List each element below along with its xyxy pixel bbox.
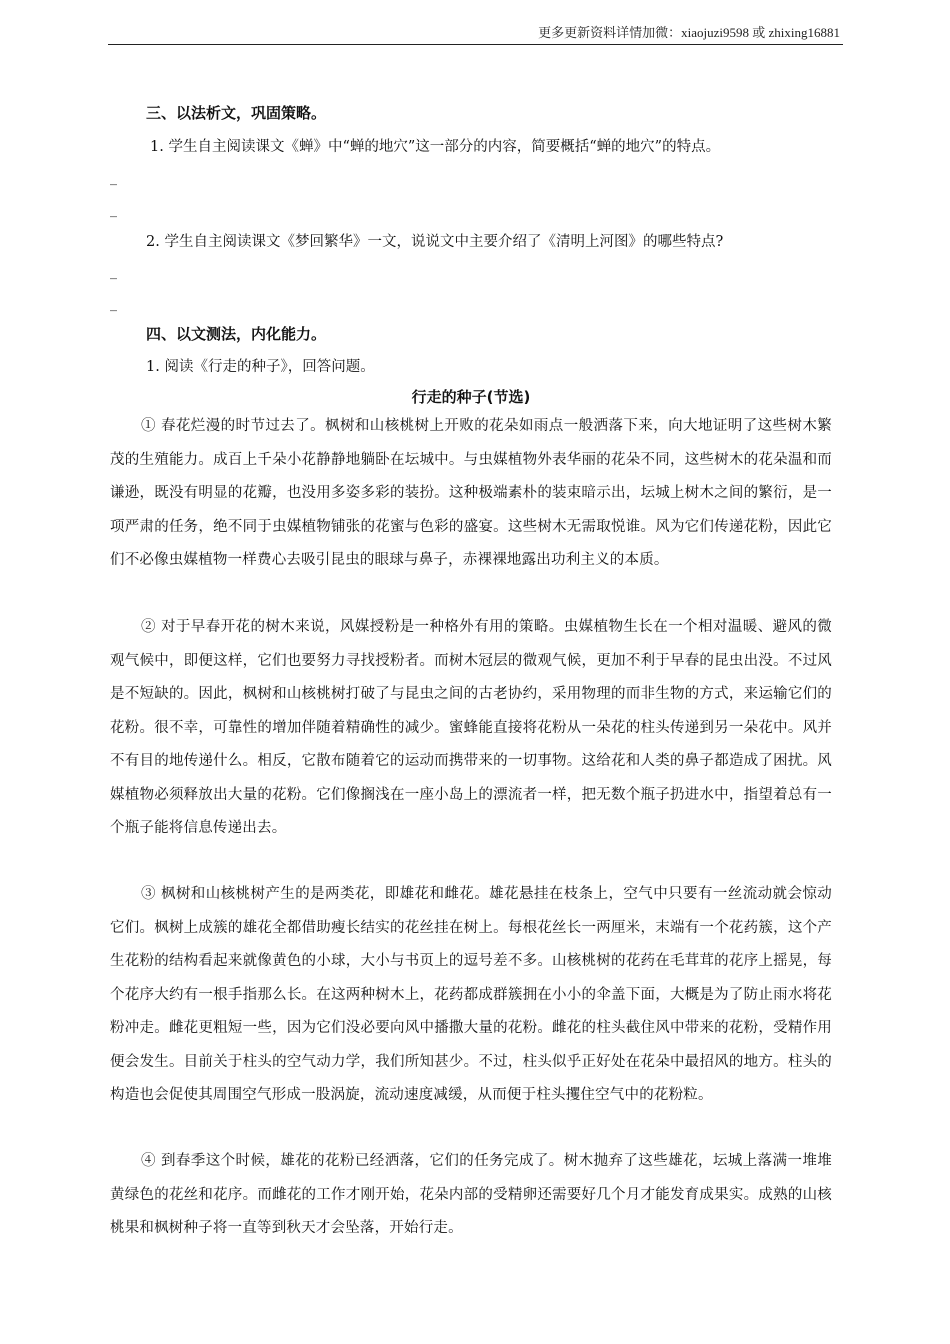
section-3-question-1: 1. 学生自主阅读课文《蝉》中“蝉的地穴”这一部分的内容，简要概括“蝉的地穴”的特点。 xyxy=(150,139,721,155)
answer-blank-2b: _ xyxy=(110,296,117,312)
article-title: 行走的种子(节选) xyxy=(411,388,531,406)
section-3-question-2: 2. 学生自主阅读课文《梦回繁华》一文，说说文中主要介绍了《清明上河图》的哪些特点? xyxy=(146,234,724,250)
answer-blank-1a: _ xyxy=(110,170,117,186)
answer-blank-2a: _ xyxy=(110,264,117,280)
article-paragraph-3: ③ 枫树和山核桃树产生的是两类花，即雄花和雌花。雄花悬挂在枝条上，空气中只要有一丝流动就会惊动它们。枫树上成簇的雄花全都借助瘦长结实的花丝挂在树上。每根花丝长一两厘米，末端有一个花药簇，这个产生花粉的结构看起来就像黄色的小球，大小与书页上的逗号差不多。山核桃树的花药在毛茸茸的花序上摇晃，每个花序大约有一根手指那么长。在这两种树木上，花药都成群簇拥在小小的伞盖下面，大概是为了防止雨水将花粉冲走。雌花更粗短一些，因为它们没必要向风中播撒大量的花粉。雌花的柱头截住风中带来的花粉，受精作用便会发生。目前关于柱头的空气动力学，我们所知甚少。不过，柱头似乎正好处在花朵中最招风的地方。柱头的构造也会促使其周围空气形成一股涡旋，流动速度减缓，从而便于柱头攫住空气中的花粉粒。 xyxy=(110,886,832,1103)
header-rule xyxy=(108,44,843,45)
section-3-heading: 三、以法析文，巩固策略。 xyxy=(146,104,327,122)
page-header-contact: 更多更新资料详情加微：xiaojuzi9598 或 zhixing16881 xyxy=(538,25,840,40)
article-paragraph-1: ① 春花烂漫的时节过去了。枫树和山核桃树上开败的花朵如雨点一般洒落下来，向大地证明了这些树木繁茂的生殖能力。成百上千朵小花静静地躺卧在坛城中。与虫媒植物外表华丽的花朵不同，这些树木的花朵温和而谦逊，既没有明显的花瓣，也没用多姿多彩的装扮。这种极端素朴的装束暗示出，坛城上树木之间的繁衍，是一项严肃的任务，绝不同于虫媒植物铺张的花蜜与色彩的盛宴。这些树木无需取悦谁。风为它们传递花粉，因此它们不必像虫媒植物一样费心去吸引昆虫的眼球与鼻子，赤裸裸地露出功利主义的本质。 xyxy=(110,418,832,568)
section-4-heading: 四、以文测法，内化能力。 xyxy=(146,325,327,343)
article-paragraph-2: ② 对于早春开花的树木来说，风媒授粉是一种格外有用的策略。虫媒植物生长在一个相对温暖、避风的微观气候中，即便这样，它们也要努力寻找授粉者。而树木冠层的微观气候，更加不利于早春的昆虫出没。不过风是不短缺的。因此，枫树和山核桃树打破了与昆虫之间的古老协约，采用物理的而非生物的方式，来运输它们的花粉。很不幸，可靠性的增加伴随着精确性的减少。蜜蜂能直接将花粉从一朵花的柱头传递到另一朵花中。风并不有目的地传递什么。相反，它散布随着它的运动而携带来的一切事物。这给花和人类的鼻子都造成了困扰。风媒植物必须释放出大量的花粉。它们像搁浅在一座小岛上的漂流者一样，把无数个瓶子扔进水中，指望着总有一个瓶子能将信息传递出去。 xyxy=(110,619,832,836)
answer-blank-1b: _ xyxy=(110,202,117,218)
section-4-question-1: 1. 阅读《行走的种子》，回答问题。 xyxy=(146,359,375,375)
article-paragraph-4: ④ 到春季这个时候，雄花的花粉已经洒落，它们的任务完成了。树木抛弃了这些雄花，坛城上落满一堆堆黄绿色的花丝和花序。而雌花的工作才刚开始，花朵内部的受精卵还需要好几个月才能发育成果实。成熟的山核桃果和枫树种子将一直等到秋天才会坠落，开始行走。 xyxy=(110,1153,832,1236)
